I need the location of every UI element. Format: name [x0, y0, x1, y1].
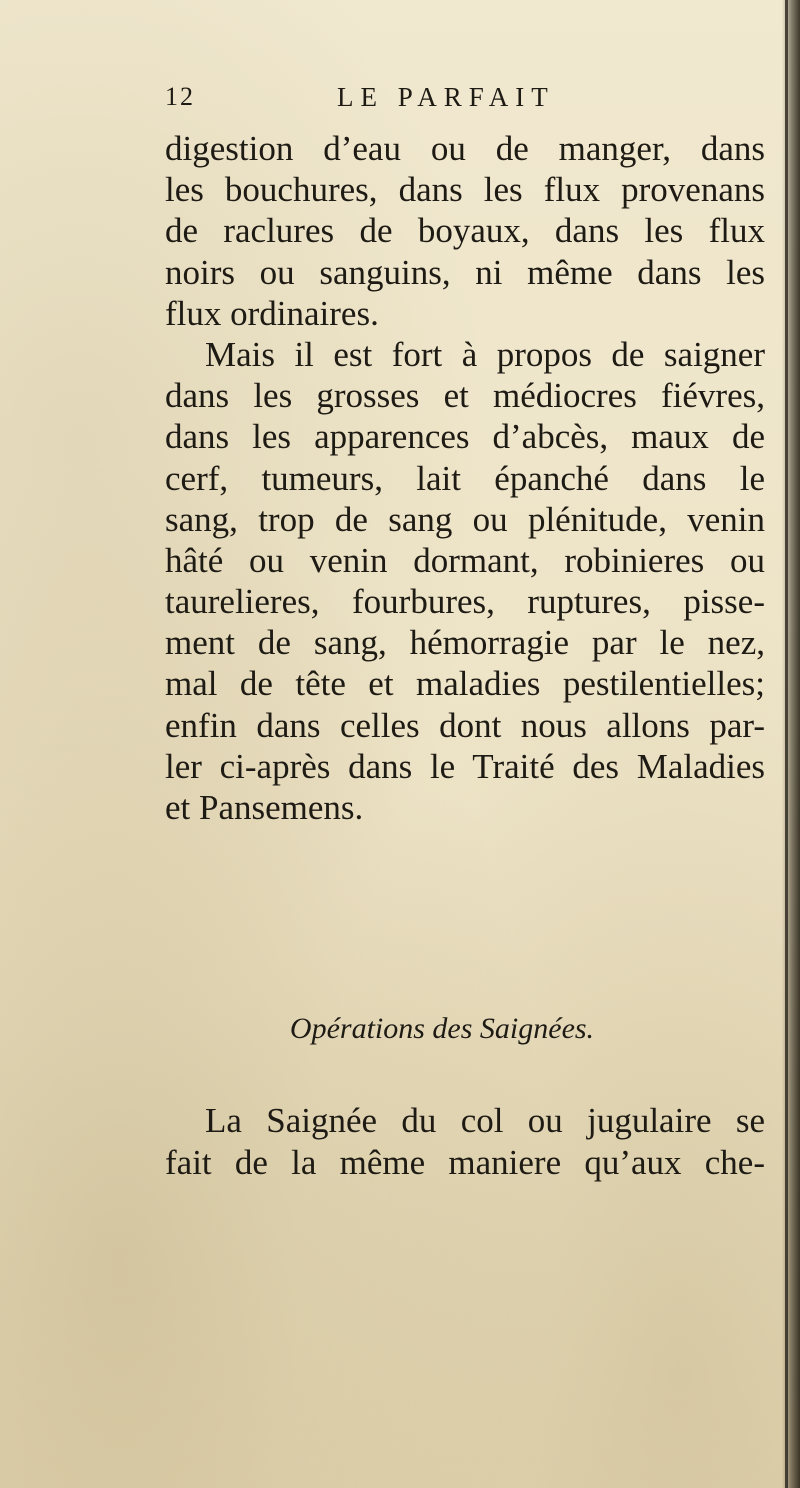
page-header: [165, 82, 765, 122]
text-line: et Pansemens.: [165, 788, 364, 827]
running-title: LE PARFAIT: [337, 82, 555, 112]
text-line: les bouchures, dans les flux provenans: [165, 170, 765, 210]
text-line: ler ci-après dans le Traité des Maladies: [165, 746, 765, 786]
section-body-text: [165, 1100, 765, 1184]
text-line: flux ordinaires.: [165, 293, 379, 333]
text-line: La Saignée du col ou jugulaire se: [205, 1101, 765, 1140]
text-line: mal de tête et maladies pestilentielles;: [165, 664, 765, 704]
text-line: taurelieres, fourbures, ruptures, pisse-: [165, 582, 765, 622]
text-line: fait de la même maniere qu’aux che-: [165, 1143, 765, 1182]
text-line: sang, trop de sang ou plénitude, venin: [165, 499, 765, 539]
text-line: enfin dans celles dont nous allons par-: [165, 705, 765, 745]
page-edge-line: [785, 0, 788, 1488]
text-line: cerf, tumeurs, lait épanché dans le: [165, 458, 765, 498]
page-number: 12: [165, 82, 195, 111]
section-heading: [165, 1012, 765, 1046]
body-text: [165, 128, 765, 828]
text-line: dans les grosses et médiocres fiévres,: [165, 376, 765, 416]
text-line: digestion d’eau ou de manger, dans: [165, 129, 765, 168]
text-line: de raclures de boyaux, dans les flux: [165, 211, 765, 251]
text-line: ment de sang, hémorragie par le nez,: [165, 623, 765, 663]
text-line: Mais il est fort à propos de saigner: [205, 334, 765, 374]
section-heading-text: Opérations des Saignées.: [289, 1012, 595, 1045]
text-line: dans les apparences d’abcès, maux de: [165, 417, 765, 457]
text-line: noirs ou sanguins, ni même dans les: [165, 252, 765, 292]
text-line: hâté ou venin dormant, robinieres ou: [165, 540, 765, 580]
